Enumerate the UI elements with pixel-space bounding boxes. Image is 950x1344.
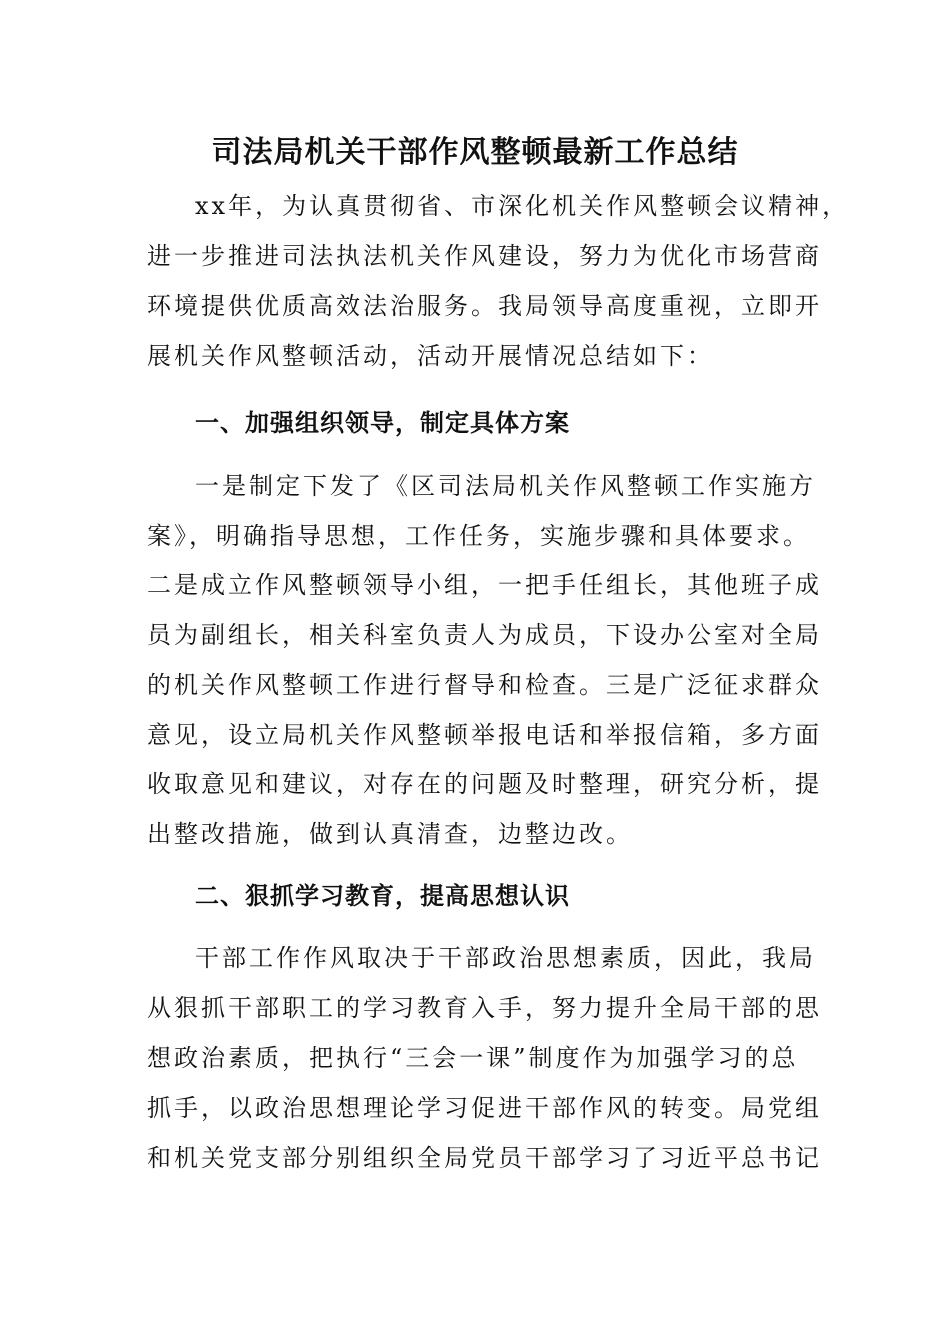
body-line: 和机关党支部分别组织全局党员干部学习了习近平总书记 — [147, 1144, 822, 1172]
body-line: 一是制定下发了《区司法局机关作风整顿工作实施方 — [195, 472, 816, 500]
body-line: 意见，设立局机关作风整顿举报电话和举报信箱，多方面 — [147, 721, 822, 749]
body-line: 想政治素质，把执行“三会一课”制度作为加强学习的总 — [147, 1044, 799, 1072]
intro-line: 进一步推进司法执法机关作风建设，努力为优化市场营商 — [147, 242, 822, 270]
intro-line: 环境提供优质高效法治服务。我局领导高度重视，立即开 — [147, 292, 822, 320]
body-line: 从狠抓干部职工的学习教育入手，努力提升全局干部的思 — [147, 994, 822, 1022]
section-heading: 二、狠抓学习教育，提高思想认识 — [195, 882, 570, 910]
body-line: 案》，明确指导思想，工作任务，实施步骤和具体要求。 — [147, 522, 810, 550]
section-heading: 一、加强组织领导，制定具体方案 — [195, 409, 570, 437]
body-line: 员为副组长，相关科室负责人为成员，下设办公室对全局 — [147, 621, 822, 649]
document-title: 司法局机关干部作风整顿最新工作总结 — [211, 135, 739, 170]
intro-line: 展机关作风整顿活动，活动开展情况总结如下： — [147, 342, 714, 370]
body-line: 二是成立作风整顿领导小组，一把手任组长，其他班子成 — [147, 571, 822, 599]
body-line: 抓手，以政治思想理论学习促进干部作风的转变。局党组 — [147, 1094, 822, 1122]
body-line: 出整改措施，做到认真清查，边整边改。 — [147, 820, 633, 848]
body-line: 收取意见和建议，对存在的问题及时整理，研究分析，提 — [147, 770, 822, 798]
body-line: 的机关作风整顿工作进行督导和检查。三是广泛征求群众 — [147, 671, 822, 699]
body-line: 干部工作作风取决于干部政治思想素质，因此，我局 — [195, 944, 816, 972]
intro-line: xx年，为认真贯彻省、市深化机关作风整顿会议精神， — [195, 192, 850, 220]
